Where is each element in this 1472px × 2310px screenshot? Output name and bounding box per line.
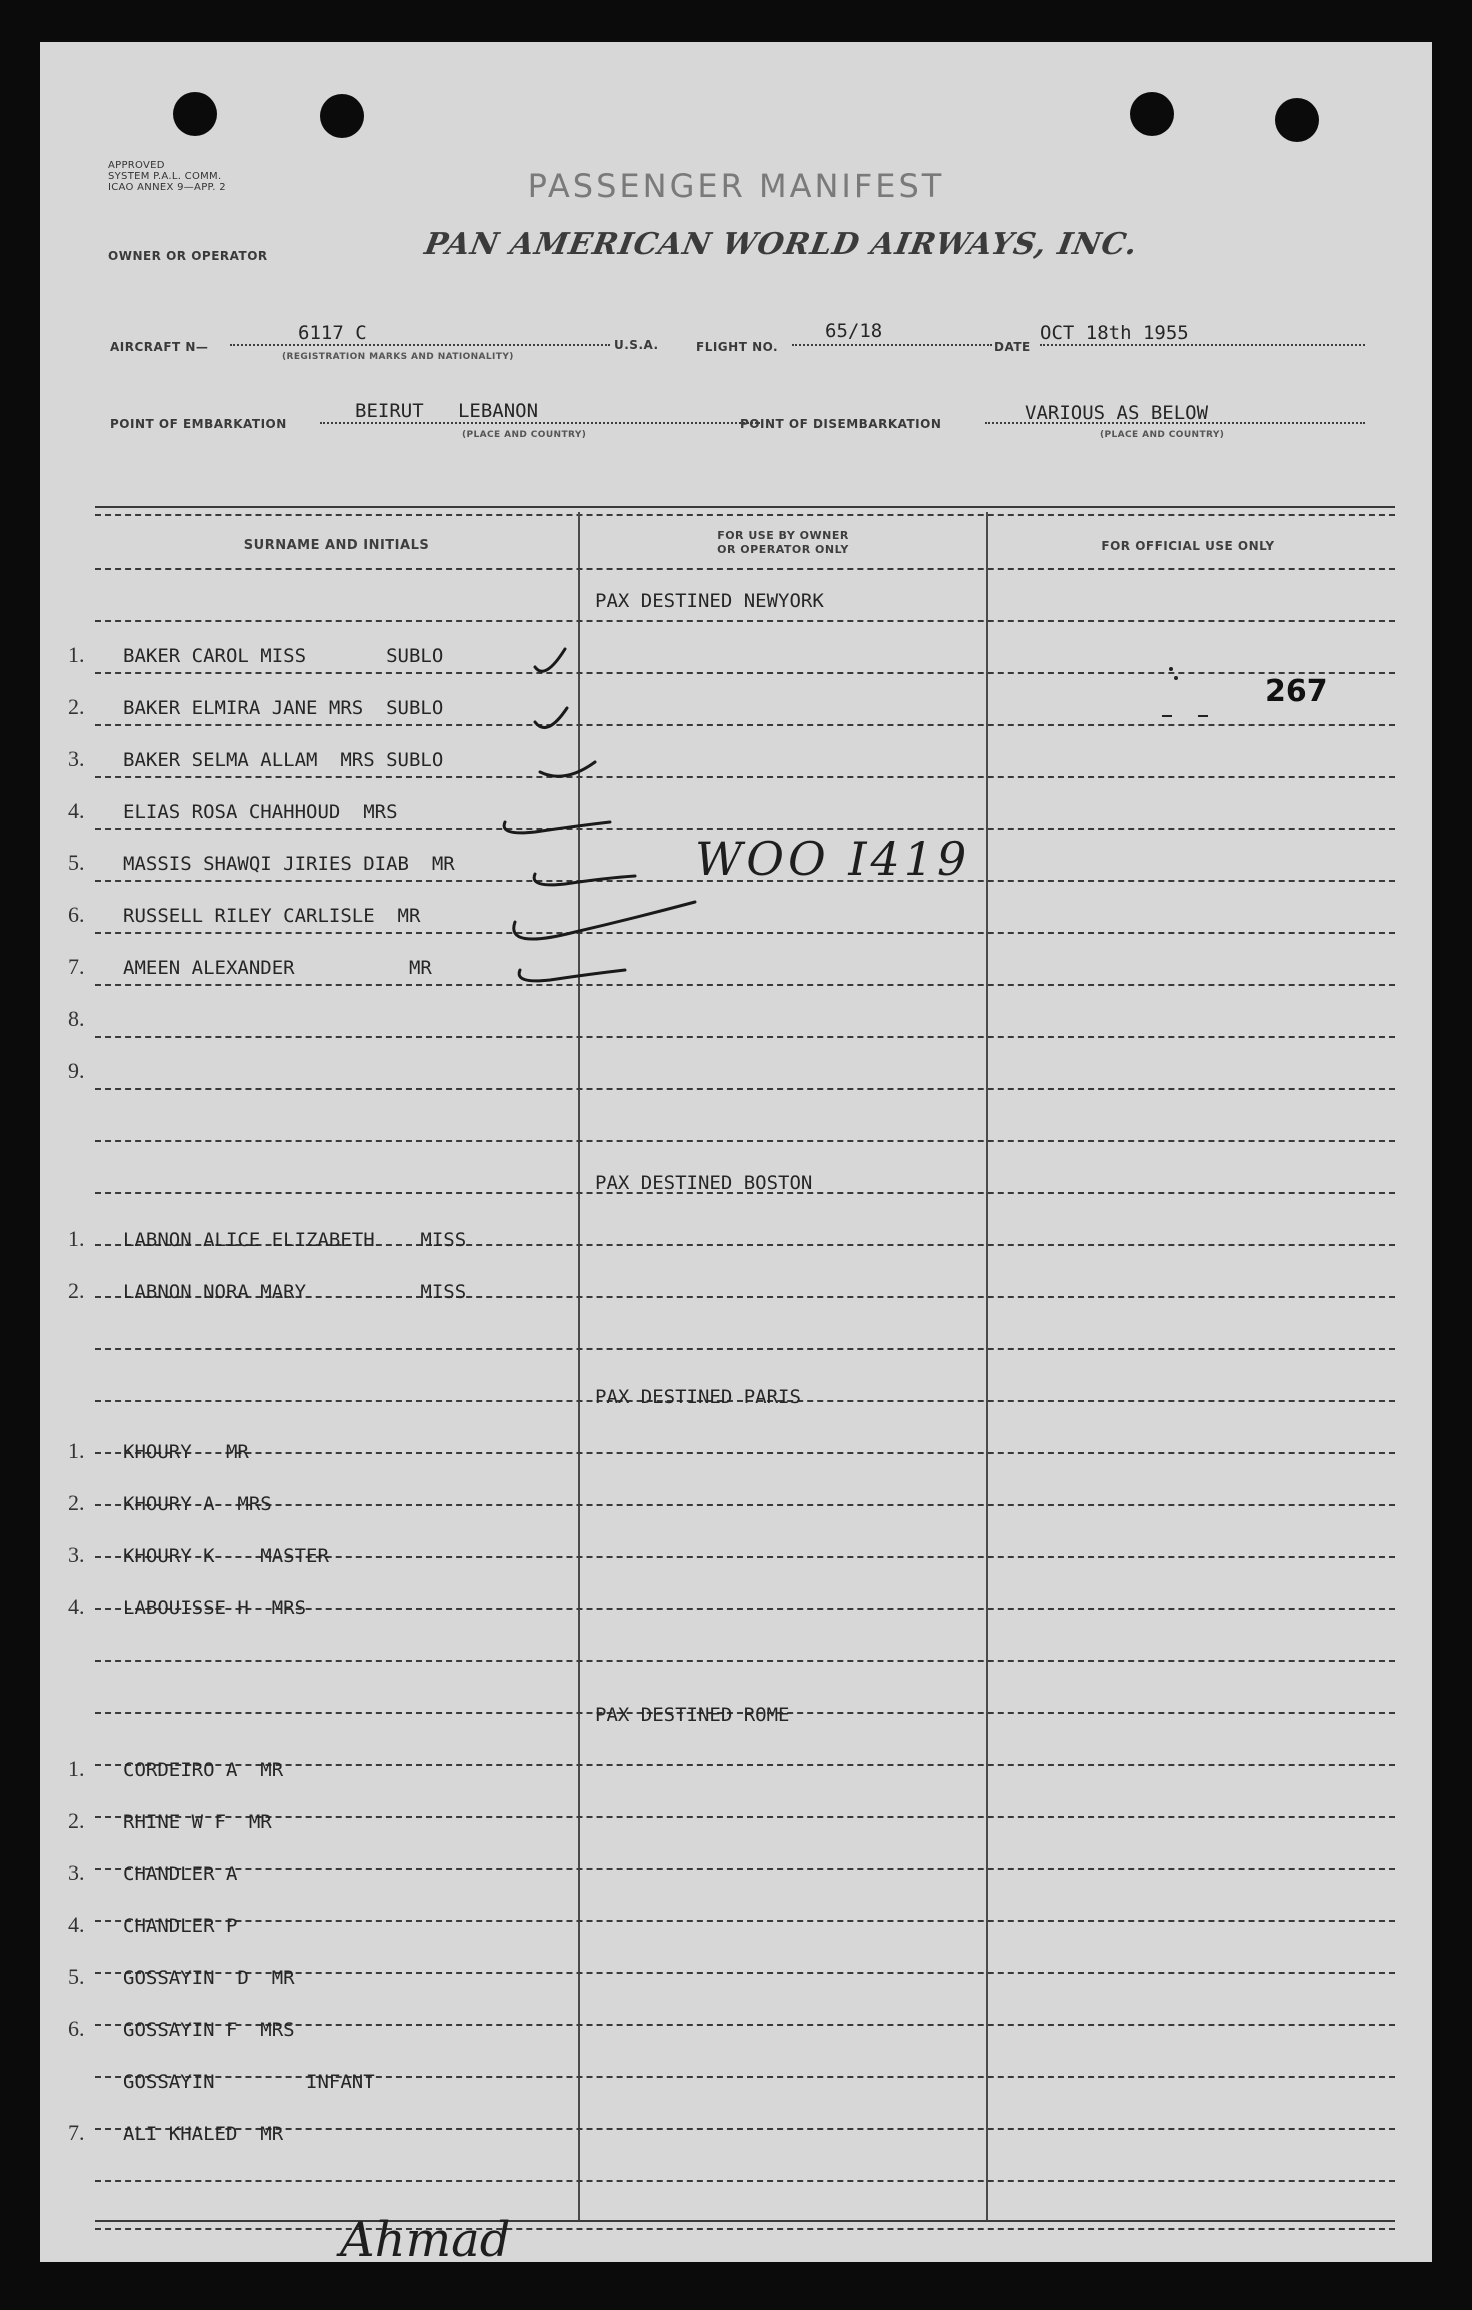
row-number: 5. (68, 850, 85, 875)
row-rule (95, 2180, 1395, 2182)
flight-label: FLIGHT NO. (696, 340, 779, 354)
row-rule (95, 1088, 1395, 1090)
row-number: 2. (68, 1278, 85, 1303)
column-divider (986, 512, 988, 2222)
check-marks (40, 42, 1432, 2262)
passenger-name: KHOURY A MRS (123, 1493, 272, 1515)
pencil-dash (1198, 715, 1208, 717)
row-number: 7. (68, 954, 85, 979)
passenger-name: GOSSAYIN F MRS (123, 2019, 295, 2041)
passenger-name: BAKER ELMIRA JANE MRS SUBLO (123, 697, 444, 719)
passenger-name: CORDEIRO A MR (123, 1759, 284, 1781)
row-number: 1. (68, 1756, 85, 1781)
passenger-name: AMEEN ALEXANDER MR (123, 957, 432, 979)
date-label: DATE (994, 340, 1031, 354)
passenger-name: LABNON NORA MARY MISS (123, 1281, 467, 1303)
row-rule (95, 1504, 1395, 1506)
row-number: 6. (68, 902, 85, 927)
row-rule (95, 672, 1395, 674)
column-divider (578, 512, 580, 2222)
row-rule (95, 1140, 1395, 1142)
row-number: 4. (68, 1594, 85, 1619)
destination-paris: PAX DESTINED PARIS (595, 1386, 801, 1408)
row-number: 4. (68, 798, 85, 823)
official-stamp-number: 267 (1265, 674, 1328, 709)
embark-underline (320, 422, 760, 424)
punch-hole (1130, 92, 1174, 136)
row-rule (95, 1920, 1395, 1922)
aircraft-value: 6117 C (298, 322, 367, 344)
row-number: 6. (68, 2016, 85, 2041)
registration-note: (REGISTRATION MARKS AND NATIONALITY) (282, 352, 514, 362)
table-top-rule (95, 506, 1395, 508)
row-rule (95, 2128, 1395, 2130)
official-column-header: FOR OFFICIAL USE ONLY (1101, 539, 1275, 553)
header-rule (95, 568, 1395, 570)
check-mark (540, 762, 595, 776)
passenger-name: LABNON ALICE ELIZABETH MISS (123, 1229, 467, 1251)
row-number: 3. (68, 746, 85, 771)
row-number: 4. (68, 1912, 85, 1937)
pencil-dot (1169, 667, 1173, 671)
manifest-sheet (40, 42, 1432, 2262)
embark-value: BEIRUT LEBANON (355, 400, 539, 422)
passenger-name: ALI KHALED MR (123, 2123, 284, 2145)
table-top-rule (95, 514, 1395, 516)
row-rule (95, 1036, 1395, 1038)
surname-column-header: SURNAME AND INITIALS (243, 538, 430, 553)
row-rule (95, 1452, 1395, 1454)
passenger-name: MASSIS SHAWQI JIRIES DIAB MR (123, 853, 455, 875)
punch-hole (320, 94, 364, 138)
table-bottom-rule (95, 2220, 1395, 2222)
pencil-dot (1174, 676, 1178, 680)
row-rule (95, 1868, 1395, 1870)
passenger-name: RUSSELL RILEY CARLISLE MR (123, 905, 421, 927)
flight-value: 65/18 (825, 320, 883, 342)
date-value: OCT 18th 1955 (1040, 322, 1189, 344)
pencil-dash (1162, 715, 1172, 717)
row-number: 7. (68, 2120, 85, 2145)
row-number: 1. (68, 1438, 85, 1463)
row-rule (95, 724, 1395, 726)
destination-boston: PAX DESTINED BOSTON (595, 1172, 813, 1194)
embark-note: (PLACE AND COUNTRY) (462, 430, 587, 440)
row-number: 3. (68, 1860, 85, 1885)
passenger-name: KHOURY MR (123, 1441, 249, 1463)
approval-note: APPROVED SYSTEM P.A.L. COMM. ICAO ANNEX 9—APP. 2 (108, 160, 226, 193)
row-rule (95, 1764, 1395, 1766)
airline-name: PAN AMERICAN WORLD AIRWAYS, INC. (421, 227, 1141, 262)
row-number: 9. (68, 1058, 85, 1083)
row-number: 2. (68, 1490, 85, 1515)
passenger-name: KHOURY K MASTER (123, 1545, 329, 1567)
passenger-name: GOSSAYIN D MR (123, 1967, 295, 1989)
punch-hole (1275, 98, 1319, 142)
aircraft-underline (230, 344, 610, 346)
disembark-note: (PLACE AND COUNTRY) (1100, 430, 1225, 440)
row-number: 3. (68, 1542, 85, 1567)
row-rule (95, 1816, 1395, 1818)
destination-newyork: PAX DESTINED NEWYORK (595, 590, 824, 612)
aircraft-label: AIRCRAFT N— (110, 340, 209, 354)
owner-label: OWNER OR OPERATOR (108, 249, 268, 263)
row-number: 1. (68, 1226, 85, 1251)
passenger-name: BAKER SELMA ALLAM MRS SUBLO (123, 749, 444, 771)
passenger-name: CHANDLER P (123, 1915, 238, 1937)
row-rule (95, 620, 1395, 622)
disembark-label: POINT OF DISEMBARKATION (740, 417, 942, 431)
row-number: 5. (68, 1964, 85, 1989)
disembark-value: VARIOUS AS BELOW (1025, 402, 1209, 424)
check-mark (519, 970, 625, 981)
passenger-name: CHANDLER A (123, 1863, 238, 1885)
passenger-name: RHINE W F MR (123, 1811, 272, 1833)
passenger-name: BAKER CAROL MISS SUBLO (123, 645, 444, 667)
passenger-name: LABOUISSE H MRS (123, 1597, 307, 1619)
row-rule (95, 932, 1395, 934)
row-rule (95, 984, 1395, 986)
row-rule (95, 1348, 1395, 1350)
table-bottom-rule (95, 2228, 1395, 2230)
row-rule (95, 828, 1395, 830)
bottom-handwriting: Ahmad (340, 2212, 511, 2262)
handwritten-note: WOO I419 (695, 832, 971, 886)
flight-underline (792, 344, 992, 346)
row-rule (95, 776, 1395, 778)
embark-label: POINT OF EMBARKATION (110, 417, 287, 431)
usa-label: U.S.A. (614, 338, 659, 352)
punch-hole (173, 92, 217, 136)
disembark-underline (985, 422, 1365, 424)
check-mark (535, 649, 565, 671)
passenger-name: ELIAS ROSA CHAHHOUD MRS (123, 801, 398, 823)
page-title: PASSENGER MANIFEST (527, 167, 945, 205)
passenger-name: GOSSAYIN INFANT (123, 2071, 375, 2093)
row-number: 1. (68, 642, 85, 667)
row-number: 8. (68, 1006, 85, 1031)
owner-column-header: FOR USE BY OWNER OR OPERATOR ONLY (717, 529, 849, 556)
row-rule (95, 1660, 1395, 1662)
row-number: 2. (68, 1808, 85, 1833)
date-underline (1040, 344, 1365, 346)
destination-rome: PAX DESTINED ROME (595, 1704, 790, 1726)
row-number: 2. (68, 694, 85, 719)
